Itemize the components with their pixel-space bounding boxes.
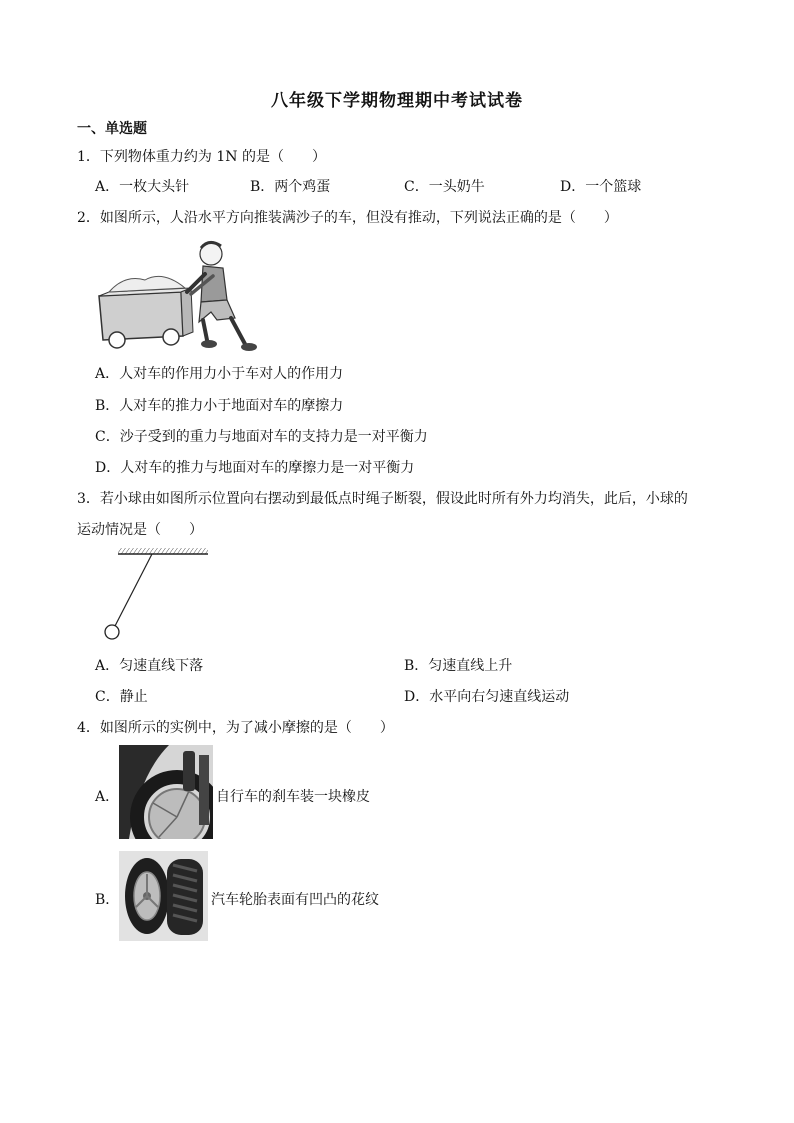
section-heading: 一、单选题 [77,121,147,137]
pendulum-string [115,554,152,626]
question-4-option-a-letter: A． [95,789,120,805]
question-2-option-c: C．沙子受到的重力与地面对车的支持力是一对平衡力 [95,429,428,445]
question-4-option-b-letter: B． [95,892,120,908]
question-4-option-a-caption: 自行车的刹车装一块橡皮 [216,789,370,805]
question-3-option-d: D．水平向右匀速直线运动 [404,689,570,705]
pendulum-figure [100,544,212,644]
pendulum-ball [105,625,119,639]
boy-pushing-cart-figure [95,236,260,354]
question-1-option-d: D．一个篮球 [560,179,642,195]
question-3-option-a: A．匀速直线下落 [95,658,204,674]
question-2-text: 2．如图所示，人沿水平方向推装满沙子的车，但没有推动，下列说法正确的是（ ） [77,210,618,226]
question-4-text: 4．如图所示的实例中，为了减小摩擦的是（ ） [77,720,394,736]
question-1-option-b: B．两个鸡蛋 [250,179,331,195]
question-4-option-b-caption: 汽车轮胎表面有凹凸的花纹 [211,892,379,908]
question-3-text-line1: 3．若小球由如图所示位置向右摆动到最低点时绳子断裂，假设此时所有外力均消失，此后，小球的 [77,491,688,507]
car-tires-photo [119,851,208,941]
question-1-option-c: C．一头奶牛 [404,179,485,195]
question-2-option-b: B．人对车的推力小于地面对车的摩擦力 [95,398,344,414]
question-1-option-a: A．一枚大头针 [95,179,190,195]
bicycle-brake-photo [119,745,213,839]
ceiling-hatch [118,548,208,554]
question-2-option-a: A．人对车的作用力小于车对人的作用力 [95,366,344,382]
page-title: 八年级下学期物理期中考试试卷 [271,91,523,111]
question-2-option-d: D．人对车的推力与地面对车的摩擦力是一对平衡力 [95,460,415,476]
question-3-option-c: C．静止 [95,689,148,705]
question-1-text: 1．下列物体重力约为 1N 的是（ ） [77,149,326,165]
question-3-option-b: B．匀速直线上升 [404,658,513,674]
question-3-text-line2: 运动情况是（ ） [77,522,203,538]
